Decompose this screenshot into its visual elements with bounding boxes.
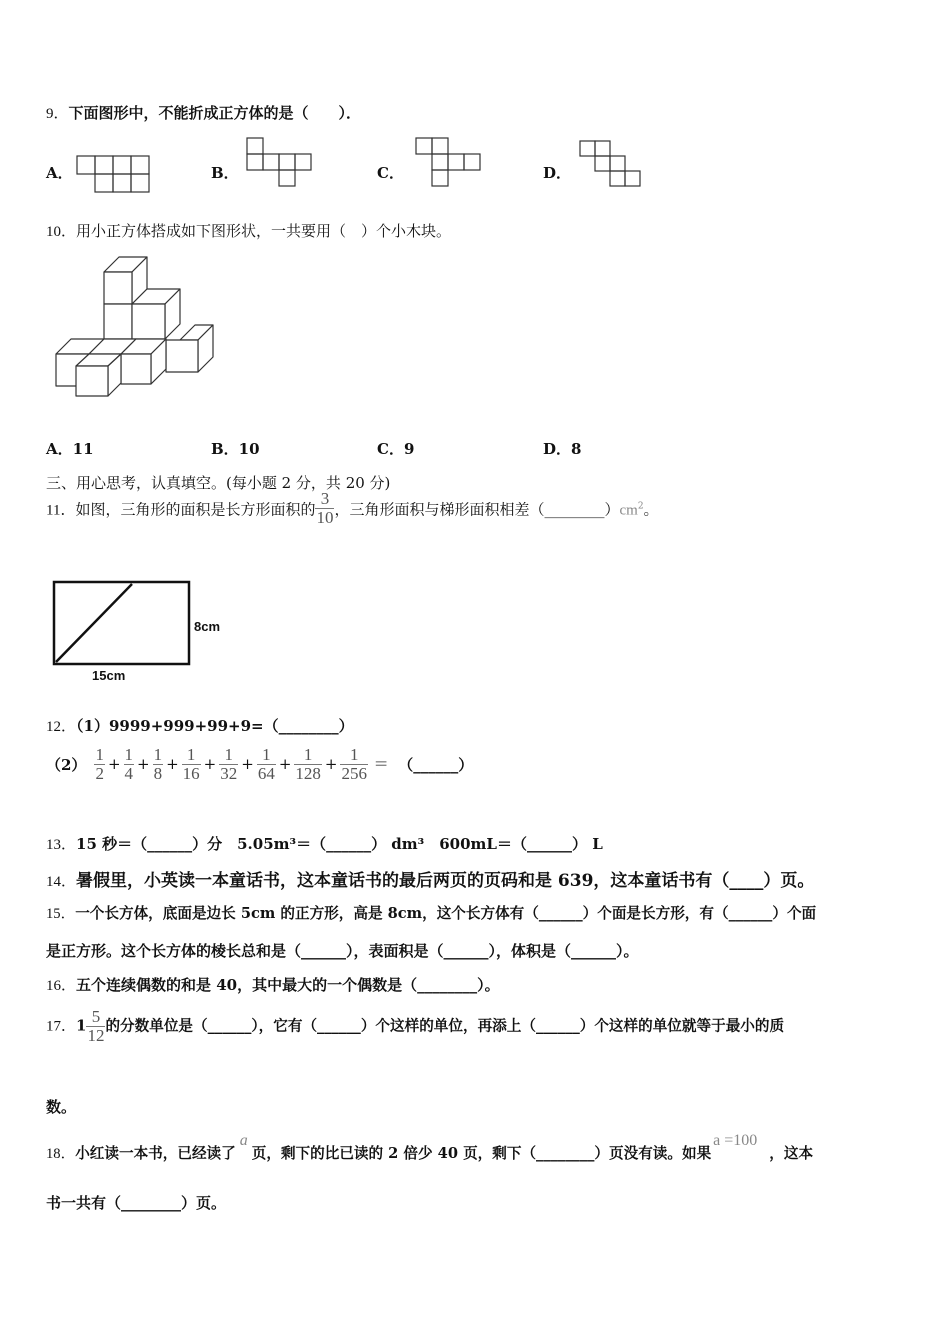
q12-line2 [46, 746, 473, 783]
q11-text-b: ，三角形面积与梯形面积相差（________） [334, 500, 620, 519]
q12-part2-label: （2） [46, 755, 87, 774]
q18-text-b: 页，剩下的比已读的 2 倍少 40 页，剩下（________）页没有读。如果 [251, 1145, 712, 1162]
q18-var-a: a [239, 1132, 248, 1149]
q9-option-a-net [76, 154, 154, 194]
q11-unit-sup: 2 [637, 501, 644, 512]
q11-unit: cm [619, 502, 638, 519]
q13-number: 13． [46, 837, 77, 853]
q11-text-a: 如图，三角形的面积是长方形面积的 [75, 500, 316, 519]
q18-expr: a =100 [713, 1132, 758, 1149]
q12-fraction: $\frac{1}{8}$ [153, 745, 163, 783]
q12-number: 12． [46, 719, 77, 735]
q12-plus: + [166, 755, 179, 774]
q10-stem [46, 220, 451, 241]
q16-stem [46, 974, 500, 995]
q17-line2: 数。 [46, 1098, 77, 1116]
q9-text: 下面图形中，不能折成正方体的是（ ）． [68, 104, 362, 122]
q13-stem [46, 833, 603, 854]
q17-number: 17． [46, 1018, 77, 1035]
q12-fraction: $\frac{1}{32}$ [220, 745, 238, 783]
q18-number: 18． [46, 1146, 76, 1162]
q16-text: 五个连续偶数的和是 40，其中最大的一个偶数是（________）。 [76, 976, 500, 994]
q12-plus: + [203, 755, 217, 774]
q12-line1 [46, 715, 354, 736]
q18-text-c: ，这本 [769, 1145, 814, 1162]
q18-line2: 书一共有（________）页。 [46, 1194, 227, 1212]
q10-option-c: C．9 [377, 440, 415, 458]
q11-fraction: $\frac{3}{10}$ [316, 489, 334, 527]
q12-fraction: $\frac{1}{4}$ [124, 745, 134, 783]
q14-stem [46, 866, 814, 891]
q11-rectangle-figure [50, 578, 194, 670]
q9-option-a-label: A． [46, 164, 73, 182]
q15-line2: 是正方形。这个长方体的棱长总和是（______），表面积是（______），体积是（______）。 [46, 942, 639, 960]
q10-text: 用小正方体搭成如下图形状，一共要用（ ）个小木块。 [76, 222, 452, 240]
q17-text: 的分数单位是（______），它有（______）个这样的单位，再添上（______）个这样的单位就等于最小的质 [105, 1017, 785, 1035]
q15-line1 [46, 902, 816, 923]
q10-option-b: B．10 [211, 440, 260, 458]
q17-fraction: $\frac{5}{12}$ [87, 1007, 105, 1045]
q12-blank2: （______） [398, 755, 474, 774]
q9-option-c-net [414, 136, 482, 190]
q16-number: 16． [46, 978, 77, 994]
q14-text: 暑假里，小英读一本童话书，这本童话书的最后两页的页码和是 639，这本童话书有（____）页。 [76, 871, 815, 891]
q11-stem [46, 489, 659, 527]
q17-whole: 1 [76, 1016, 87, 1035]
q11-height-label: 8cm [194, 619, 221, 634]
q9-stem [46, 102, 361, 123]
q12-fraction: $\frac{1}{16}$ [182, 745, 200, 783]
q12-part1: （1）9999+999+99+9=（________） [76, 717, 354, 735]
q9-option-d-label: D． [543, 164, 572, 182]
q9-option-c-label: C． [377, 164, 404, 182]
q9-option-d-net [578, 139, 642, 191]
q9-option-b-net [245, 136, 315, 190]
q12-fraction: $\frac{1}{128}$ [295, 745, 321, 783]
q9-number: 9． [46, 106, 69, 122]
q12-fraction: $\frac{1}{2}$ [95, 745, 104, 783]
q12-plus: + [107, 755, 121, 774]
q9-option-b-label: B． [211, 164, 239, 182]
q10-option-a: A．11 [46, 440, 94, 458]
q10-option-d: D．8 [543, 440, 582, 458]
q11-number: 11． [46, 502, 76, 519]
q15-text-line1: 一个长方体，底面是边长 5cm 的正方形，高是 8cm，这个长方体有（______）个面是长方形，有（______）个面 [75, 905, 817, 922]
q14-number: 14． [46, 874, 77, 890]
q10-number: 10． [46, 224, 77, 240]
q10-cube-figure [52, 256, 220, 402]
q12-fraction: $\frac{1}{256}$ [341, 745, 367, 783]
q12-plus: + [324, 755, 338, 774]
q12-plus: + [137, 755, 150, 774]
q15-number: 15． [46, 906, 76, 922]
q18-text-a: 小红读一本书，已经读了 [75, 1145, 236, 1162]
q12-fraction: $\frac{1}{64}$ [257, 745, 275, 783]
q12-plus: + [241, 755, 254, 774]
section3-title: 三、用心思考，认真填空。(每小题 2 分，共 20 分) [46, 474, 391, 492]
q12-equals: = [373, 754, 389, 775]
q11-end: 。 [643, 500, 659, 519]
q13-text: 15 秒＝（______）分 5.05m³＝（______） dm³ 600mL＝（______） L [76, 835, 603, 853]
q17-stem [46, 1008, 784, 1045]
q18-line1 [46, 1132, 814, 1163]
q11-width-label: 15cm [92, 668, 126, 683]
q12-plus: + [278, 755, 292, 774]
